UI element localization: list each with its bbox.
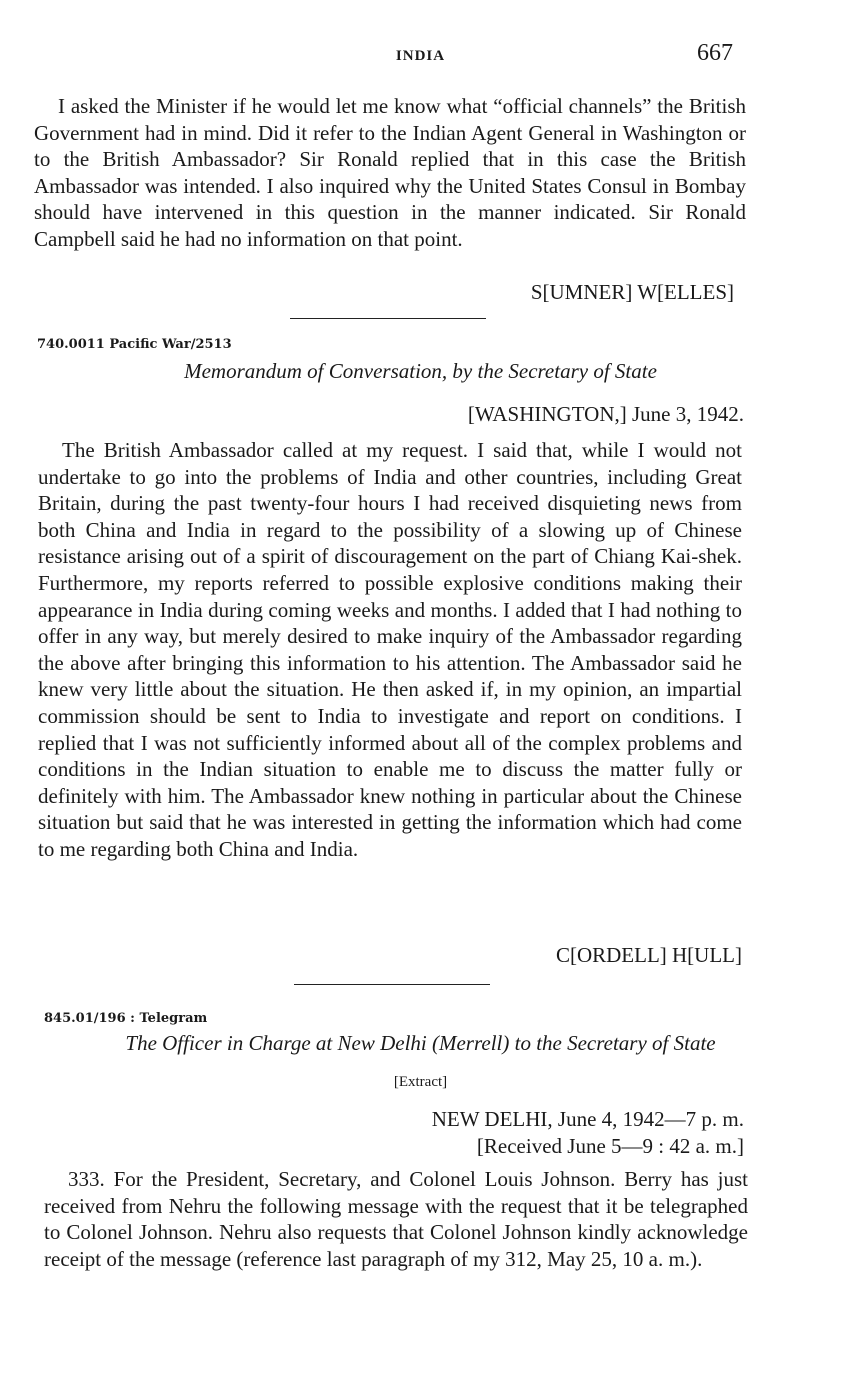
section-welles-conversation — [34, 93, 746, 253]
extract-label: [Extract] — [393, 1074, 448, 1090]
file-reference: 740.0011 Pacific War/2513 — [37, 337, 232, 352]
page-number: 667 — [697, 40, 733, 66]
signature-hull: C[ORDELL] H[ULL] — [555, 943, 742, 967]
running-head: INDIA — [395, 48, 446, 64]
document-title: The Officer in Charge at New Delhi (Merrell) to the Secretary of State — [125, 1031, 716, 1055]
dateline: [WASHINGTON,] June 3, 1942. — [467, 402, 744, 426]
body-paragraph: The British Ambassador called at my request. I said that, while I would not undertake to go into the problems of India and other countries, including Great Britain, during the past twenty-four hours I had received disquieting news from both China and India in regard to the possibility of a slowing up of Chinese resistance arising out of a spirit of discouragement on the part of Chiang Kai-shek. Furthermore, my reports referred to possible explosive conditions making their appearance in India during coming weeks and months. I added that I had nothing to offer in any way, but merely desired to make inquiry of the Ambassador regarding the above after bringing this information to his attention. The Ambassador said he knew very little about the situation. He then asked if, in my opinion, an impartial commission should be sent to India to investigate and report on conditions. I replied that I was not sufficiently informed about all of the complex problems and conditions in the Indian situation to enable me to discuss the matter fully or definitely with him. The Ambassador knew nothing in particular about the Chinese situation but said that he was interested in getting the information which had come to me regarding both China and India. — [38, 438, 742, 861]
file-reference: 845.01/196 : Telegram — [44, 1011, 208, 1026]
section-divider — [290, 318, 486, 319]
signature-welles: S[UMNER] W[ELLES] — [530, 280, 734, 304]
body-paragraph: 333. For the President, Secretary, and Colonel Louis Johnson. Berry has just received from Nehru the following message with the request that it be telegraphed to Colonel Johnson. Nehru also requests that Colonel Johnson kindly acknowledge receipt of the message (reference last paragraph of my 312, May 25, 10 a. m.). — [44, 1167, 748, 1271]
section-merrell-telegram — [44, 1166, 748, 1272]
document-title: Memorandum of Conversation, by the Secretary of State — [184, 359, 657, 383]
dateline: NEW DELHI, June 4, 1942—7 p. m. — [431, 1107, 744, 1131]
body-paragraph: I asked the Minister if he would let me know what “official channels” the British Government had in mind. Did it refer to the Indian Agent General in Washington or to the British Ambassador? Sir Ronald replied that in this case the British Ambassador was intended. I also inquired why the United States Consul in Bombay should have intervened in this question in the manner indicated. Sir Ronald Campbell said he had no information on that point. — [34, 94, 746, 251]
section-hull-memorandum — [38, 437, 742, 863]
section-divider — [294, 984, 490, 985]
received-line: [Received June 5—9 : 42 a. m.] — [476, 1134, 744, 1158]
